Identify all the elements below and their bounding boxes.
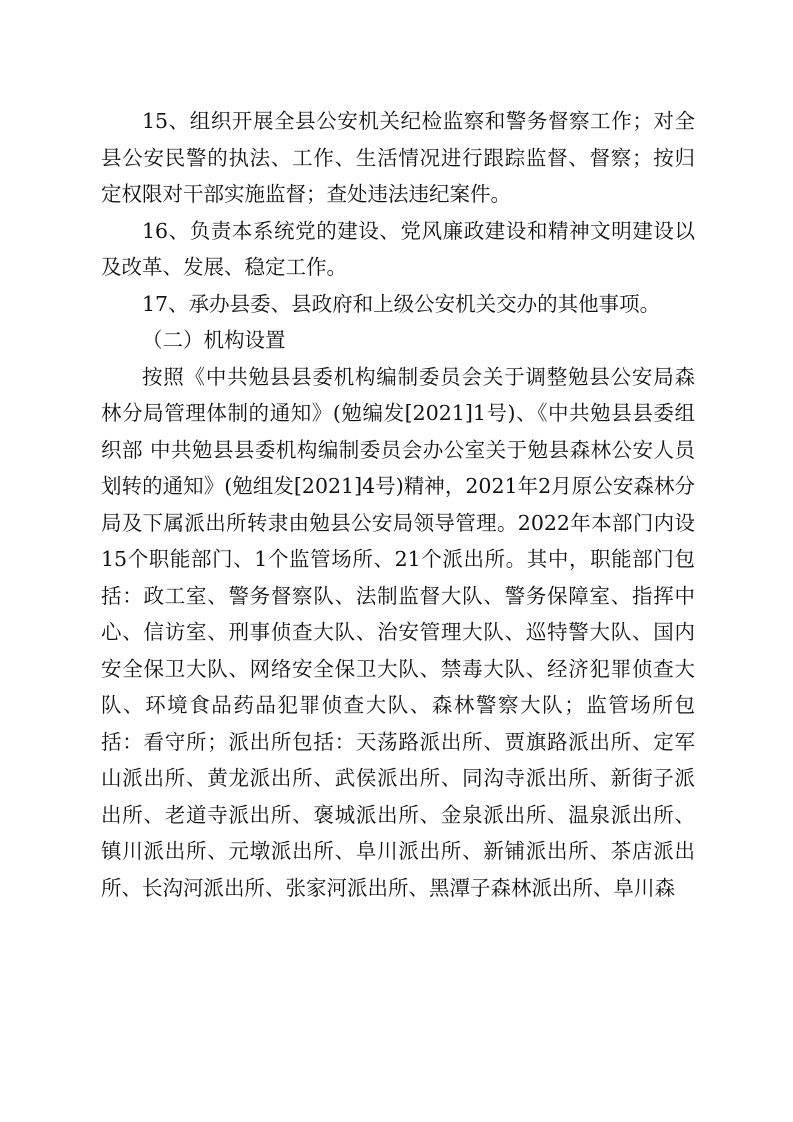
paragraph-org-setup: 按照《中共勉县县委机构编制委员会关于调整勉县公安局森林分局管理体制的通知》(勉编发[2021]1号)、《中共勉县县委组织部 中共勉县县委机构编制委员会办公室关于勉县森林公安人员划转的通知》(勉组发[2021]4号)精神，2021年2月原公安森林分局及下属派出所转隶由勉县公安局领导管理。2022年本部门内设15个职能部门、1个监管场所、21个派出所。其中，职能部门包括：政工室、警务督察队、法制监督大队、警务保障室、指挥中心、信访室、刑事侦查大队、治安管理大队、巡特警大队、国内安全保卫大队、网络安全保卫大队、禁毒大队、经济犯罪侦查大队、环境食品药品犯罪侦查大队、森林警察大队；监管场所包括：看守所；派出所包括：天荡路派出所、贾旗路派出所、定军山派出所、黄龙派出所、武侯派出所、同沟寺派出所、新街子派出所、老道寺派出所、褒城派出所、金泉派出所、温泉派出所、镇川派出所、元墩派出所、阜川派出所、新铺派出所、茶店派出所、长沟河派出所、张家河派出所、黑潭子森林派出所、阜川森	[101, 364, 695, 900]
paragraph-item-15: 15、组织开展全县公安机关纪检监察和警务督察工作；对全县公安民警的执法、工作、生活情况进行跟踪监督、督察；按归定权限对干部实施监督；查处违法违纪案件。	[101, 109, 695, 206]
paragraph-item-17: 17、承办县委、县政府和上级公安机关交办的其他事项。	[142, 291, 661, 316]
section-heading-org-setup: （二）机构设置	[142, 328, 286, 352]
paragraph-item-16: 16、负责本系统党的建设、党风廉政建设和精神文明建设以及改革、发展、稳定工作。	[101, 218, 695, 279]
document-body	[101, 103, 695, 906]
